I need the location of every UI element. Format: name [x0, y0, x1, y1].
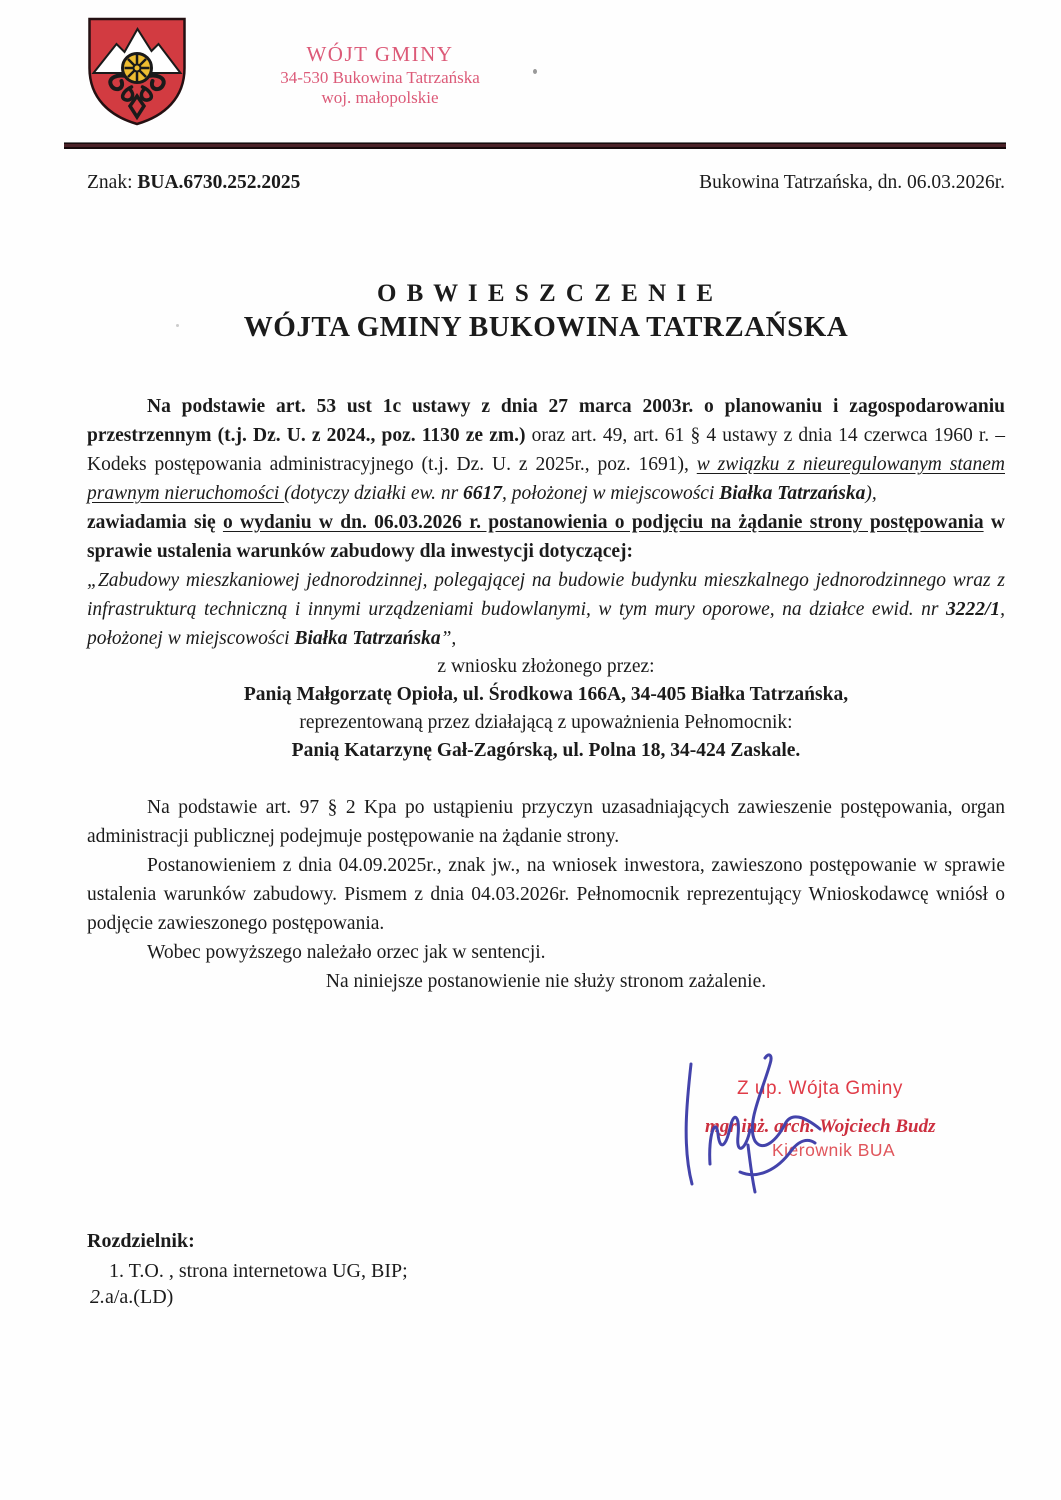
signature-name: mgr inż. arch. Wojciech Budz	[705, 1116, 936, 1137]
document-subtitle: WÓJTA GMINY BUKOWINA TATRZAŃSKA	[243, 311, 849, 343]
representative-name: Panią Katarzynę Gał-Zagórską, ul. Polna 18, 34-424 Zaskale.	[291, 740, 801, 761]
letterhead-stamp	[250, 42, 510, 109]
applicant-name: Panią Małgorzatę Opioła, ul. Środkowa 166A, 34-405 Białka Tatrzańska,	[243, 684, 849, 705]
conclusion-paragraph: Wobec powyższego należało orzec jak w sentencji.	[147, 942, 546, 963]
scan-speck	[533, 69, 537, 74]
investment-description-paragraph: „Zabudowy mieszkaniowej jednorodzinnej, polegającej na budowie budynku mieszkalnego jednorodzinnego wraz z infrastrukturą techniczną i innymi urządzeniami budowlanymi, w tym mury oporowe, na działce ewid. nr 3222/1, położonej w miejscowości Białka Tatrzańska”,	[87, 570, 1005, 649]
coat-of-arms-icon	[84, 16, 190, 128]
justification-paragraph-1: Na podstawie art. 97 § 2 Kpa po ustąpieniu przyczyn uzasadniających zawieszenie postępowania, organ administracji publicznej podejmuje postępowanie na żądanie strony.	[87, 797, 1005, 847]
document-body	[87, 392, 1005, 996]
applicant-intro: z wniosku złożonego przez:	[437, 656, 655, 677]
case-number	[87, 172, 300, 194]
document-title: O B W I E S Z C Z E N I E	[376, 280, 716, 307]
handwritten-signature	[678, 1050, 858, 1198]
distribution-item: 2.a/a.(LD)	[90, 1286, 174, 1308]
representative-intro: reprezentowaną przez działającą z upoważnienia Pełnomocnik:	[299, 712, 793, 733]
legal-basis-paragraph: Na podstawie art. 53 ust 1c ustawy z dnia 27 marca 2003r. o planowaniu i zagospodarowaniu przestrzennym (t.j. Dz. U. z 2024., poz. 1130 ze zm.) oraz art. 49, art. 61 § 4 ustawy z dnia 14 czerwca 1960 r. – Kodeks postępowania administracyjnego (t.j. Dz. U. z 2025r., poz. 1691), w związku z nieuregulowanym stanem prawnym nieruchomości (dotyczy działki ew. nr 6617, położonej w miejscowości Białka Tatrzańska),	[87, 396, 1005, 504]
letterhead-region: woj. małopolskie	[321, 88, 439, 108]
case-number-value: BUA.6730.252.2025	[137, 172, 301, 193]
applicant-block	[87, 653, 1005, 765]
letterhead-office-title: WÓJT GMINY	[306, 42, 454, 66]
appeal-notice: Na niniejsze postanowienie nie służy stronom zażalenie.	[325, 971, 767, 992]
place-and-date: Bukowina Tatrzańska, dn. 06.03.2026r.	[699, 172, 1005, 193]
separator-line	[64, 142, 1006, 149]
letterhead-address: 34-530 Bukowina Tatrzańska	[280, 67, 480, 87]
distribution-label: Rozdzielnik:	[87, 1230, 195, 1252]
notification-paragraph: zawiadamia się o wydaniu w dn. 06.03.2026 r. postanowienia o podjęciu na żądanie strony postępowania w sprawie ustalenia warunków zabudowy dla inwestycji dotyczącej:	[87, 512, 1005, 562]
justification-paragraph-2: Postanowieniem z dnia 04.09.2025r., znak jw., na wniosek inwestora, zawieszono postępowanie w sprawie ustalenia warunków zabudowy. Pismem z dnia 04.03.2026r. Pełnomocnik reprezentujący Wnioskodawcę wniósł o podjęcie zawieszonego postępowania.	[87, 855, 1005, 934]
signature-position: Kierownik BUA	[772, 1140, 896, 1160]
meta-row	[87, 172, 1005, 194]
signature-authority-line: Z up. Wójta Gminy	[737, 1078, 903, 1099]
distribution-list	[87, 1228, 408, 1310]
distribution-item: 1. T.O. , strona internetowa UG, BIP;	[109, 1260, 408, 1282]
case-number-label: Znak:	[87, 172, 133, 193]
